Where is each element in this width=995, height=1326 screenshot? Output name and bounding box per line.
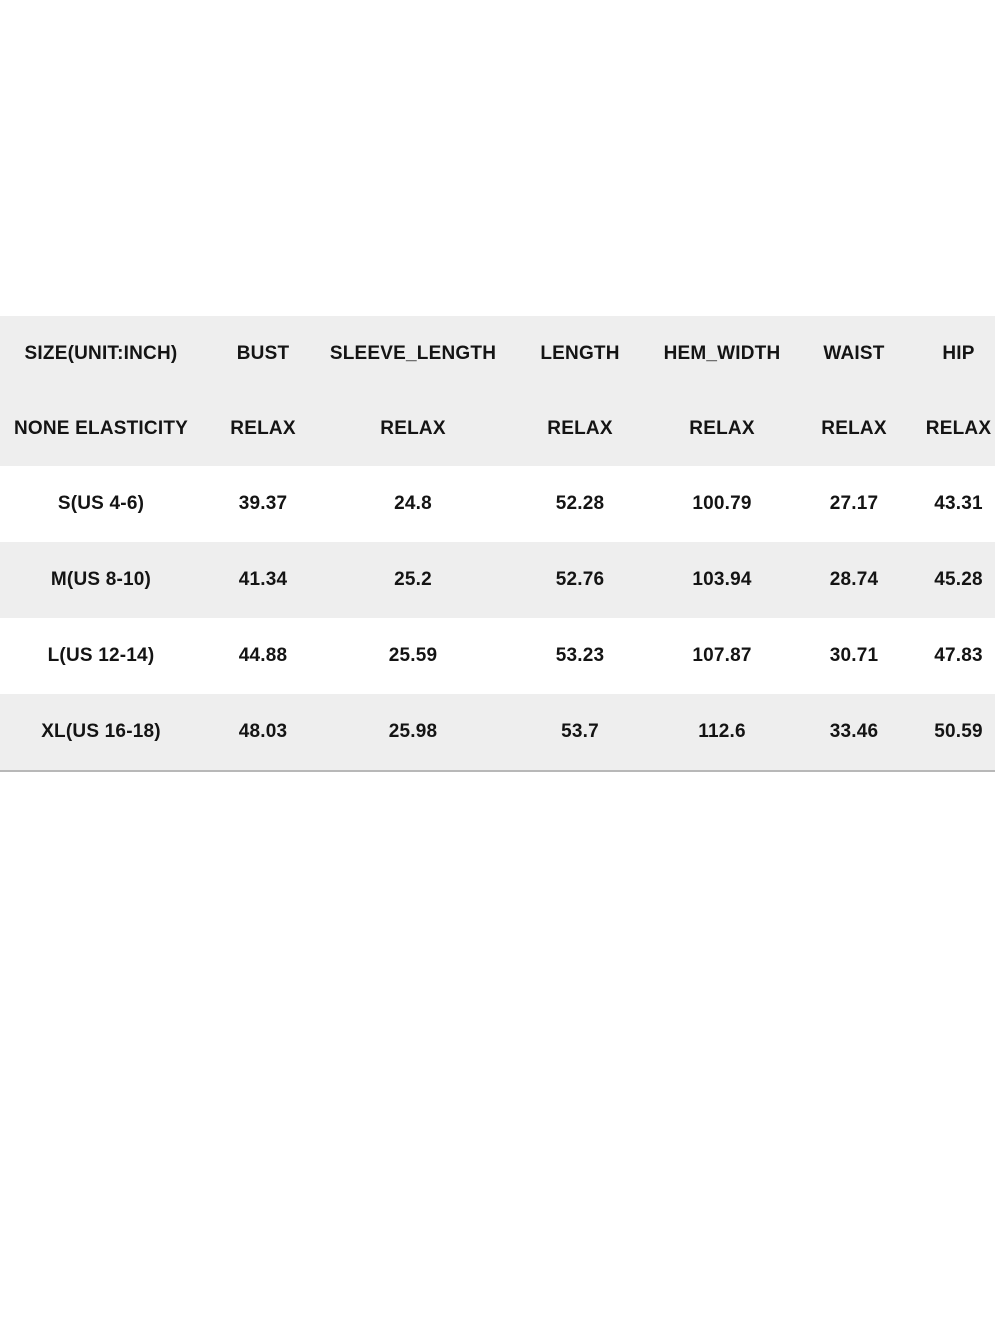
header-size: SIZE(UNIT:INCH) — [0, 316, 202, 391]
header-waist: WAIST — [786, 316, 922, 391]
size-cell: M(US 8-10) — [0, 542, 202, 618]
table-row — [0, 542, 995, 618]
elasticity-label: NONE ELASTICITY — [0, 391, 202, 466]
length-cell: 52.28 — [502, 466, 658, 542]
table-row — [0, 618, 995, 694]
waist-cell: 27.17 — [786, 466, 922, 542]
elasticity-sleeve-length: RELAX — [324, 391, 502, 466]
sleeve-length-cell: 24.8 — [324, 466, 502, 542]
header-bust: BUST — [202, 316, 324, 391]
hem-width-cell: 112.6 — [658, 694, 786, 771]
table-row — [0, 694, 995, 771]
elasticity-length: RELAX — [502, 391, 658, 466]
hip-cell: 50.59 — [922, 694, 995, 771]
size-chart-table — [0, 316, 995, 772]
hem-width-cell: 103.94 — [658, 542, 786, 618]
table-row — [0, 466, 995, 542]
bust-cell: 44.88 — [202, 618, 324, 694]
header-hip: HIP — [922, 316, 995, 391]
hem-width-cell: 107.87 — [658, 618, 786, 694]
header-sleeve-length: SLEEVE_LENGTH — [324, 316, 502, 391]
sleeve-length-cell: 25.98 — [324, 694, 502, 771]
hip-cell: 47.83 — [922, 618, 995, 694]
waist-cell: 30.71 — [786, 618, 922, 694]
waist-cell: 33.46 — [786, 694, 922, 771]
size-cell: XL(US 16-18) — [0, 694, 202, 771]
elasticity-row — [0, 391, 995, 466]
size-cell: L(US 12-14) — [0, 618, 202, 694]
bust-cell: 41.34 — [202, 542, 324, 618]
hip-cell: 45.28 — [922, 542, 995, 618]
elasticity-hem-width: RELAX — [658, 391, 786, 466]
size-cell: S(US 4-6) — [0, 466, 202, 542]
bust-cell: 48.03 — [202, 694, 324, 771]
length-cell: 53.23 — [502, 618, 658, 694]
length-cell: 52.76 — [502, 542, 658, 618]
header-hem-width: HEM_WIDTH — [658, 316, 786, 391]
sleeve-length-cell: 25.59 — [324, 618, 502, 694]
header-length: LENGTH — [502, 316, 658, 391]
length-cell: 53.7 — [502, 694, 658, 771]
elasticity-waist: RELAX — [786, 391, 922, 466]
elasticity-hip: RELAX — [922, 391, 995, 466]
bust-cell: 39.37 — [202, 466, 324, 542]
table-header-row — [0, 316, 995, 391]
elasticity-bust: RELAX — [202, 391, 324, 466]
hem-width-cell: 100.79 — [658, 466, 786, 542]
sleeve-length-cell: 25.2 — [324, 542, 502, 618]
hip-cell: 43.31 — [922, 466, 995, 542]
waist-cell: 28.74 — [786, 542, 922, 618]
